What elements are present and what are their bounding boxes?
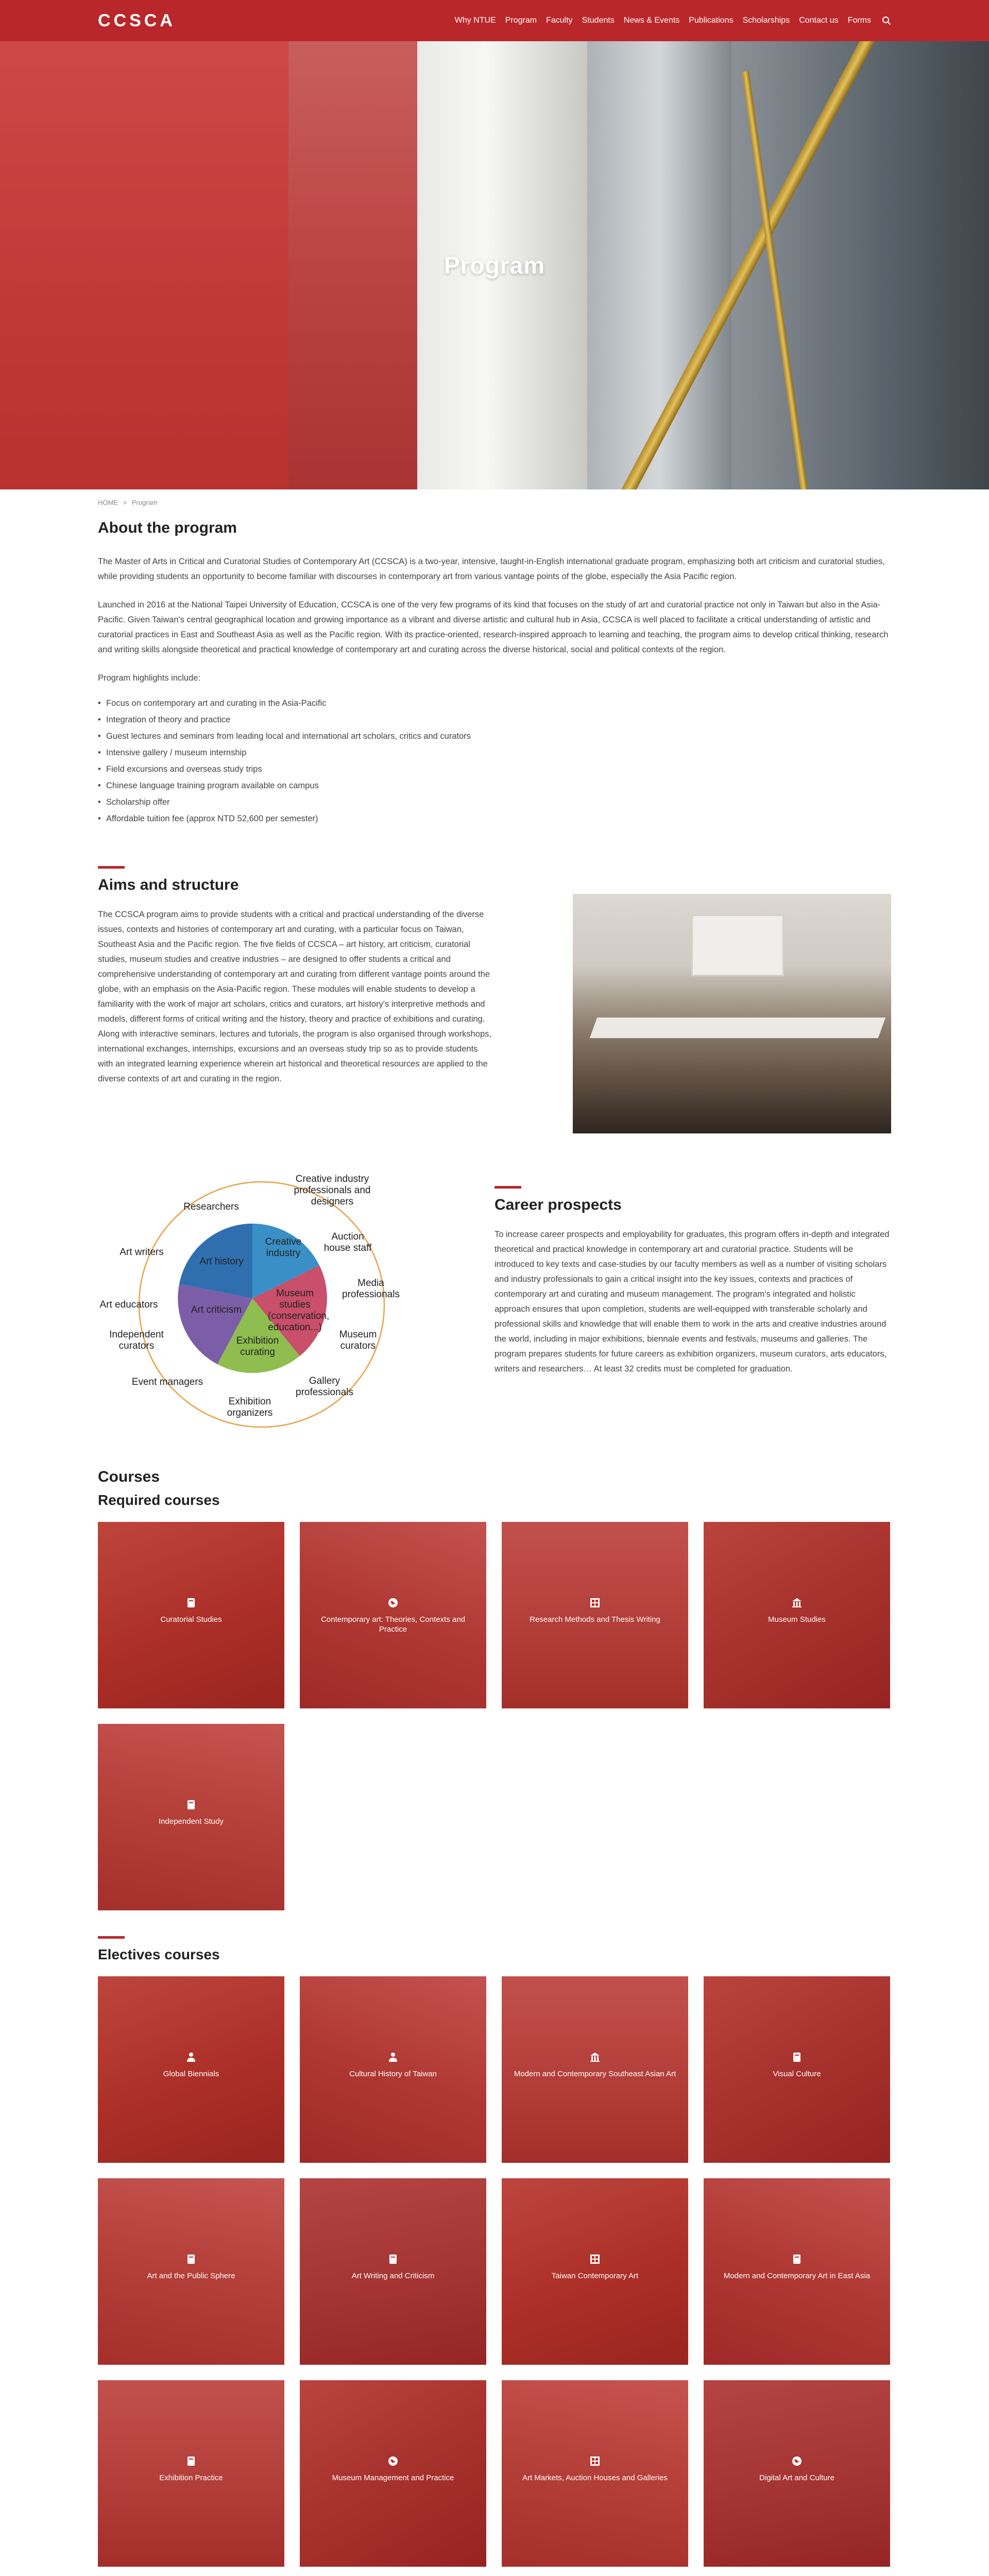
course-card-museum-management-and-practice[interactable]: [300, 2380, 486, 2567]
slice-label: Art history: [199, 1256, 244, 1267]
course-title: Cultural History of Taiwan: [349, 2070, 437, 2078]
breadcrumb: [98, 489, 891, 512]
career-label: Art writers: [120, 1247, 164, 1258]
nav-forms[interactable]: Forms: [847, 16, 871, 25]
career-label: Creative industry professionals and designers: [294, 1174, 371, 1207]
nav-news-events[interactable]: News & Events: [623, 16, 680, 25]
breadcrumb-home[interactable]: HOME: [98, 499, 118, 506]
aims-paragraph: The CCSCA program aims to provide students with a critical and practical understanding of the diverse issues, contexts and histories of contemporary art and curating, with a particular focus on Taiwan, Southeast Asia and the Pacific region. The five fields of CCSCA – art history, art criticism, curatorial studies, museum studies and creative industries – are designed to offer students a critical and comprehensive understanding of contemporary art and curating from different vantage points around the globe, with an emphasis on the Asia-Pacific region. These modules will enable students to develop a familiarity with the work of major art scholars, critics and curators, art history's interpretive methods and models, different forms of critical writing and the history, theory and practice of exhibitions and curating. Along with interactive seminars, lectures and tutorials, the program is also organised through workshops, international exchanges, internships, excursions and an overseas study trip so as to provide students with an integrated learning experience wherein art historical and theoretical resources are applied to the diverse contexts of art and curating in the region.: [98, 910, 491, 1083]
hero-banner: [0, 41, 989, 489]
book-icon: [183, 1597, 199, 1612]
slice-label: Creative industry: [265, 1236, 302, 1259]
electives-courses-grid: [98, 1976, 891, 2576]
course-title: Independent Study: [159, 1817, 224, 1826]
course-title: Research Methods and Thesis Writing: [530, 1615, 660, 1624]
required-courses-title: Required courses: [98, 1492, 220, 1508]
courses-section: [98, 1468, 891, 2576]
nav-why-ntue[interactable]: Why NTUE: [454, 16, 496, 25]
top-nav: [0, 0, 989, 41]
course-title: Contemporary art: Theories, Contexts and Practice: [321, 1615, 465, 1634]
list-item: • Field excursions and overseas study trips: [98, 761, 891, 777]
list-item: • Chinese language training program available on campus: [98, 777, 891, 794]
list-item: • Affordable tuition fee (approx NTD 52,600 per semester): [98, 810, 891, 827]
course-title: Digital Art and Culture: [759, 2473, 834, 2482]
course-title: Taiwan Contemporary Art: [551, 2272, 639, 2280]
course-card-global-biennials[interactable]: [98, 1976, 284, 2163]
career-label: Media professionals: [342, 1278, 400, 1300]
nav-program[interactable]: Program: [505, 16, 537, 25]
course-title: Art and the Public Sphere: [147, 2272, 235, 2280]
course-title: Art Markets, Auction Houses and Galleries: [522, 2473, 668, 2482]
course-title: Modern and Contemporary Southeast Asian Art: [514, 2070, 676, 2078]
course-title: Global Biennials: [163, 2070, 219, 2078]
career-label: Independent curators: [109, 1329, 164, 1351]
course-card-taiwan-contemporary-art[interactable]: [502, 2178, 688, 2365]
course-card-art-markets-auction-houses-and-galleries[interactable]: [502, 2380, 688, 2567]
course-title: Curatorial Studies: [160, 1615, 222, 1624]
site-logo[interactable]: CCSCA: [98, 10, 176, 30]
about-paragraph: The Master of Arts in Critical and Curatorial Studies of Contemporary Art (CCSCA) is a two-year, intensive, taught-in-English international graduate program, emphasizing both art criticism and curatorial studies, while providing students an opportunity to become familiar with discourses in contemporary art from various vantage points of the globe, especially the Asia Pacific region.: [98, 557, 885, 581]
breadcrumb-separator: >: [123, 499, 127, 506]
projection-screen: [691, 914, 784, 976]
course-title: Art Writing and Criticism: [351, 2272, 435, 2280]
slice-label: Exhibition curating: [236, 1335, 279, 1358]
course-card-museum-studies[interactable]: [704, 1522, 890, 1708]
career-label: Museum curators: [339, 1329, 377, 1351]
course-card-independent-study[interactable]: [98, 1724, 284, 1910]
nav-contact-us[interactable]: Contact us: [799, 16, 839, 25]
career-section: [98, 1170, 891, 1437]
building-icon: [789, 1597, 805, 1612]
course-card-art-writing-and-criticism[interactable]: [300, 2178, 486, 2365]
globe-icon: [385, 2455, 401, 2470]
grid-icon: [587, 2253, 603, 2268]
career-label: Gallery professionals: [296, 1376, 353, 1398]
course-title: Museum Management and Practice: [332, 2473, 454, 2482]
book-icon: [183, 2253, 199, 2268]
about-paragraph: Launched in 2016 at the National Taipei University of Education, CCSCA is one of the very few programs of its kind that focuses on the study of art and curatorial practice not only in Taiwan but also in the Asia-Pacific. Given Taiwan's central geographical location and growing importance as a vibrant and diverse artistic and cultural hub in Asia, CCSCA is well placed to facilitate a critical understanding of artistic and curatorial practices in East and Southeast Asia as well as the Pacific region. With its practice-oriented, research-inspired approach to learning and teaching, the program aims to develop critical thinking, research and writing skills alongside theoretical and practical knowledge of contemporary art and curating across the diverse historical, social and political contexts of the region.: [98, 600, 889, 654]
career-paragraph: To increase career prospects and employability for graduates, this program offers in-depth and integrated theoretical and practical knowledge in contemporary art and curatorial practice. Students will be introduced to key texts and case-studies by our faculty members as well as a number of visiting scholars and industry professionals to gain a critical insight into the key issues, contexts and practices of contemporary art and curating and museum management. The program's integrated and holistic approach ensures that upon completion, students are well-equipped with transferable scholarly and professional skills and knowledge that will enable them to work in the arts and creative industries around the world, including in major exhibitions, biennale events and festivals, museums and galleries. The program prepares students for future careers as exhibition organizers, museum curators, arts educators, writers and researchers… At least 32 credits must be completed for graduation.: [494, 1230, 890, 1374]
aims-section: [98, 859, 891, 1133]
classroom-photo: [573, 894, 891, 1133]
course-title: Exhibition Practice: [159, 2473, 223, 2482]
globe-icon: [385, 1597, 401, 1612]
search-icon[interactable]: [882, 16, 891, 25]
about-section: [98, 519, 891, 827]
list-item: • Integration of theory and practice: [98, 711, 891, 728]
book-icon: [183, 2455, 199, 2470]
electives-courses-title: Electives courses: [98, 1936, 891, 1963]
book-icon: [183, 1799, 199, 1814]
highlights-label: Program highlights include:: [98, 673, 201, 683]
nav-faculty[interactable]: Faculty: [546, 16, 573, 25]
course-card-research-methods-and-thesis-writing[interactable]: [502, 1522, 688, 1708]
course-card-modern-and-contemporary-southeast-asian-art[interactable]: [502, 1976, 688, 2163]
career-diagram: [98, 1170, 438, 1437]
courses-title: Courses: [98, 1468, 160, 1485]
slice-label: Art criticism: [191, 1304, 242, 1315]
seminar-table: [590, 1018, 886, 1038]
course-card-cultural-history-of-taiwan[interactable]: [300, 1976, 486, 2163]
course-card-modern-and-contemporary-art-in-east-asia[interactable]: [704, 2178, 890, 2365]
course-title: Modern and Contemporary Art in East Asia: [723, 2272, 871, 2280]
career-label: Exhibition organizers: [227, 1396, 273, 1418]
course-title: Visual Culture: [773, 2070, 821, 2078]
course-card-curatorial-studies[interactable]: [98, 1522, 284, 1708]
list-item: • Focus on contemporary art and curating in the Asia-Pacific: [98, 695, 891, 711]
person-icon: [183, 2051, 199, 2066]
globe-icon: [789, 2455, 805, 2470]
required-courses-grid: [98, 1522, 891, 1910]
career-label: Auction house staff: [323, 1231, 372, 1253]
course-card-contemporary-art-theories-contexts-and-practice[interactable]: [300, 1522, 486, 1708]
person-icon: [385, 2051, 401, 2066]
grid-icon: [587, 2455, 603, 2470]
course-card-art-and-the-public-sphere[interactable]: [98, 2178, 284, 2365]
course-card-visual-culture[interactable]: [704, 1976, 890, 2163]
highlights-list: [98, 695, 891, 827]
nav-publications[interactable]: Publications: [689, 16, 734, 25]
building-icon: [587, 2051, 603, 2066]
course-card-digital-art-and-culture[interactable]: [704, 2380, 890, 2567]
list-item: • Scholarship offer: [98, 794, 891, 810]
course-title: Museum Studies: [768, 1615, 826, 1624]
nav-students[interactable]: Students: [582, 16, 615, 25]
book-icon: [789, 2253, 805, 2268]
nav-scholarships[interactable]: Scholarships: [742, 16, 790, 25]
career-label: Art educators: [99, 1299, 158, 1310]
career-title: Career prospects: [494, 1186, 891, 1214]
slice-label: Museum studies (conservation, education...): [268, 1288, 330, 1333]
aims-title: Aims and structure: [98, 866, 494, 894]
list-item: • Guest lectures and seminars from leading local and international art scholars, critics and curators: [98, 728, 891, 744]
about-title: About the program: [98, 519, 237, 536]
course-card-exhibition-practice[interactable]: [98, 2380, 284, 2567]
grid-icon: [587, 1597, 603, 1612]
list-item: • Intensive gallery / museum internship: [98, 744, 891, 761]
career-label: Researchers: [183, 1201, 239, 1212]
breadcrumb-current: Program: [131, 499, 158, 506]
book-icon: [385, 2253, 401, 2268]
book-icon: [789, 2051, 805, 2066]
page-title: Program: [444, 252, 545, 279]
main-menu: [450, 16, 891, 25]
career-label: Event managers: [131, 1377, 203, 1387]
